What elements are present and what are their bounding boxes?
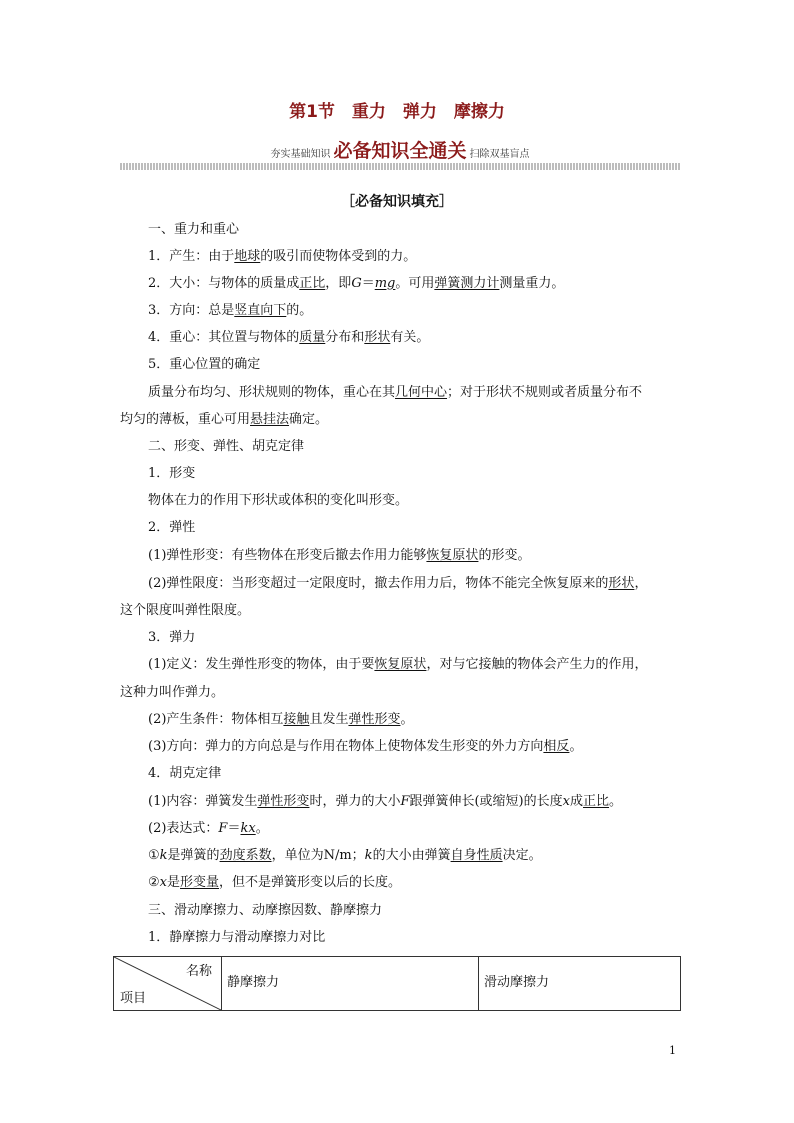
line-elastic-limit-cont: 这个限度叫弹性限度。 (120, 603, 251, 618)
line-elastic-force-def: (1)定义：发生弹性形变的物体，由于要恢复原状，对与它接触的物体会产生力的作用， (148, 657, 648, 672)
banner-main: 必备知识全通关 (333, 140, 467, 162)
header-cell-static (221, 957, 479, 1010)
line-deformation-def: 物体在力的作用下形状或体积的变化叫形变。 (148, 493, 409, 508)
heading-deformation: 二、形变、弹性、胡克定律 (148, 439, 305, 454)
banner-left: 夯实基础知识 (270, 149, 331, 160)
table-corner-cell (114, 957, 222, 1010)
banner (120, 136, 680, 162)
corner-label-item: 项目 (120, 991, 147, 1006)
heading-friction: 三、滑动摩擦力、动摩擦因数、静摩擦力 (148, 903, 383, 918)
banner-divider (120, 163, 680, 170)
line-elastic-limit: (2)弹性限度：当形变超过一定限度时，撤去作用力后，物体不能完全恢复原来的形状， (148, 576, 648, 591)
line-hooke-title: 4．胡克定律 (148, 766, 222, 781)
line-force-direction: (3)方向：弹力的方向总是与作用在物体上使物体发生形变的外力方向相反。 (148, 739, 583, 754)
line-elastic-deformation: (1)弹性形变：有些物体在形变后撤去作用力能够恢复原状的形变。 (148, 548, 531, 563)
banner-right: 扫除双基盲点 (469, 149, 530, 160)
line-elastic-force-def-cont: 这种力叫作弹力。 (120, 685, 225, 700)
line-suspension: 均匀的薄板，重心可用悬挂法确定。 (120, 412, 329, 427)
header-static-friction: 静摩擦力 (227, 975, 280, 990)
line-friction-compare: 1．静摩擦力与滑动摩擦力对比 (148, 930, 326, 945)
line-hooke-formula: (2)表达式：F＝kx。 (148, 821, 269, 836)
line-center: 4．重心：其位置与物体的质量分布和形状有关。 (148, 330, 430, 345)
line-production: 1．产生：由于地球的吸引而使物体受到的力。 (148, 249, 417, 264)
line-stiffness: ①k是弹簧的劲度系数，单位为N/m；k的大小由弹簧自身性质决定。 (148, 848, 542, 863)
line-deformation-amount: ②x是形变量，但不是弹簧形变以后的长度。 (148, 875, 402, 890)
corner-label-name: 名称 (186, 964, 213, 979)
page-number: 1 (669, 1044, 676, 1057)
line-direction: 3．方向：总是竖直向下的。 (148, 303, 313, 318)
line-conditions: (2)产生条件：物体相互接触且发生弹性形变。 (148, 712, 414, 727)
line-uniform: 质量分布均匀、形状规则的物体，重心在其几何中心；对于形状不规则或者质量分布不 (148, 385, 643, 400)
heading-gravity: 一、重力和重心 (148, 222, 240, 237)
header-sliding-friction: 滑动摩擦力 (484, 975, 550, 990)
line-hooke-content: (1)内容：弹簧发生弹性形变时，弹力的大小F跟弹簧伸长(或缩短)的长度x成正比。 (148, 794, 623, 809)
line-magnitude: 2．大小：与物体的质量成正比，即G＝mg。可用弹簧测力计测量重力。 (148, 276, 565, 291)
page-title: 第1节 重力 弹力 摩擦力 (289, 102, 505, 122)
friction-table (113, 956, 681, 1011)
line-deformation-title: 1．形变 (148, 466, 196, 481)
line-elastic-force-title: 3．弹力 (148, 630, 196, 645)
section-title: ［必备知识填充］ (341, 194, 453, 210)
line-center-position: 5．重心位置的确定 (148, 357, 261, 372)
line-elasticity-title: 2．弹性 (148, 520, 196, 535)
